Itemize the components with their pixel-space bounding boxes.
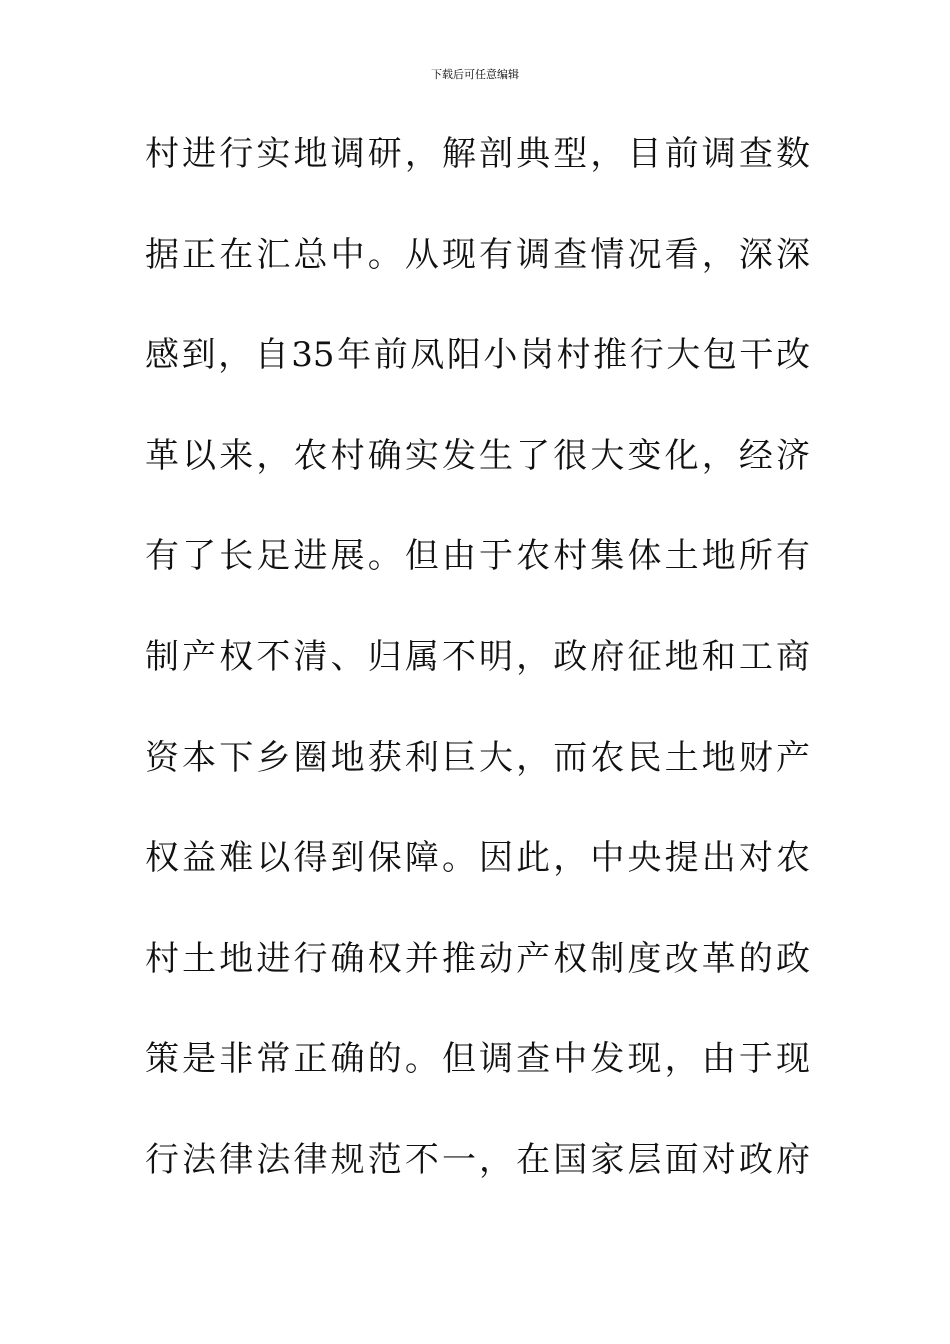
text-line-9: 村土地进行确权并推动产权制度改革的政 — [145, 938, 810, 979]
text-line-5: 有了长足进展。但由于农村集体土地所有 — [145, 536, 810, 577]
text-line-3: 感到，自35年前凤阳小岗村推行大包干改 — [145, 335, 810, 376]
page-header: 下载后可任意编辑 — [431, 68, 519, 81]
text-line-7: 资本下乡圈地获利巨大，而农民土地财产 — [145, 737, 810, 778]
body-text — [145, 126, 810, 1233]
text-line-11: 行法律法律规范不一，在国家层面对政府 — [145, 1139, 810, 1180]
text-line-10: 策是非常正确的。但调查中发现，由于现 — [145, 1039, 810, 1080]
text-line-8: 权益难以得到保障。因此，中央提出对农 — [145, 838, 810, 879]
text-line-6: 制产权不清、归属不明，政府征地和工商 — [145, 636, 810, 677]
text-line-4: 革以来，农村确实发生了很大变化，经济 — [145, 435, 810, 476]
text-line-1: 村进行实地调研，解剖典型，目前调查数 — [145, 134, 810, 174]
text-line-2: 据正在汇总中。从现有调查情况看，深深 — [145, 234, 810, 275]
